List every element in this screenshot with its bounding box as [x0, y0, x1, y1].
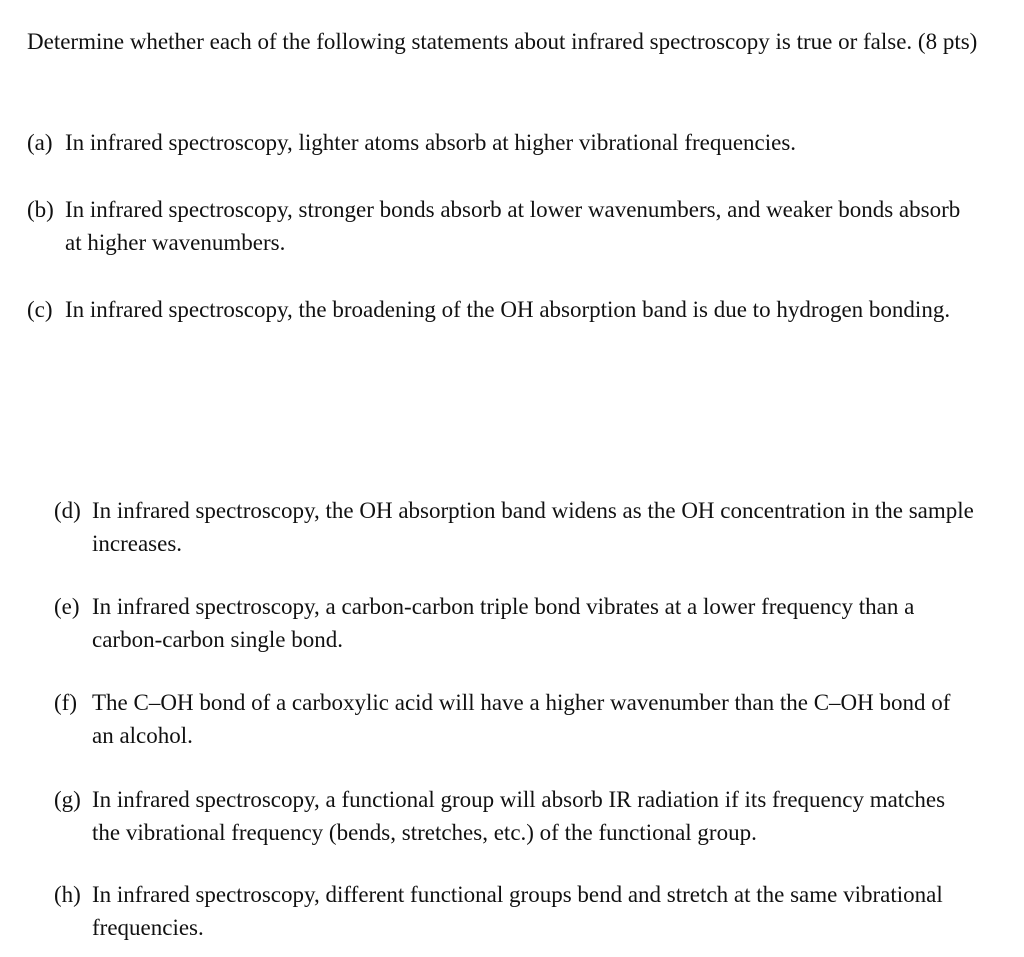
statement-label: (g) [54, 787, 81, 812]
statement-d [54, 494, 974, 560]
statement-f [54, 686, 974, 752]
statement-text: In infrared spectroscopy, stronger bonds absorb at lower wavenumbers, and weaker bonds absorb at higher wavenumbers. [65, 197, 961, 255]
statement-text: In infrared spectroscopy, a functional group will absorb IR radiation if its frequency matches the vibrational frequency (bends, stretches, etc.) of the functional group. [92, 787, 946, 845]
statement-b [27, 193, 962, 259]
statement-h [54, 878, 974, 944]
statement-text: In infrared spectroscopy, a carbon-carbon triple bond vibrates at a lower frequency than a carbon-carbon single bond. [92, 594, 915, 652]
statement-text: In infrared spectroscopy, the broadening of the OH absorption band is due to hydrogen bonding. [65, 297, 951, 322]
statement-g [54, 783, 974, 849]
statement-label: (h) [54, 882, 81, 907]
statement-label: (a) [27, 130, 53, 155]
statement-label: (e) [54, 594, 80, 619]
statement-e [54, 590, 974, 656]
statement-label: (d) [54, 498, 81, 523]
statement-text: In infrared spectroscopy, lighter atoms absorb at higher vibrational frequencies. [65, 130, 797, 155]
statement-text: In infrared spectroscopy, different functional groups bend and stretch at the same vibrational frequencies. [92, 882, 943, 940]
statement-label: (b) [27, 197, 54, 222]
statement-c [27, 293, 962, 326]
question-intro: Determine whether each of the following statements about infrared spectroscopy is true or false. (8 pts) [27, 29, 978, 54]
statement-text: In infrared spectroscopy, the OH absorption band widens as the OH concentration in the sample increases. [92, 498, 974, 556]
statement-a [27, 126, 962, 159]
statement-label: (c) [27, 297, 53, 322]
statement-text: The C–OH bond of a carboxylic acid will have a higher wavenumber than the C–OH bond of an alcohol. [92, 690, 951, 748]
statement-label: (f) [54, 690, 77, 715]
